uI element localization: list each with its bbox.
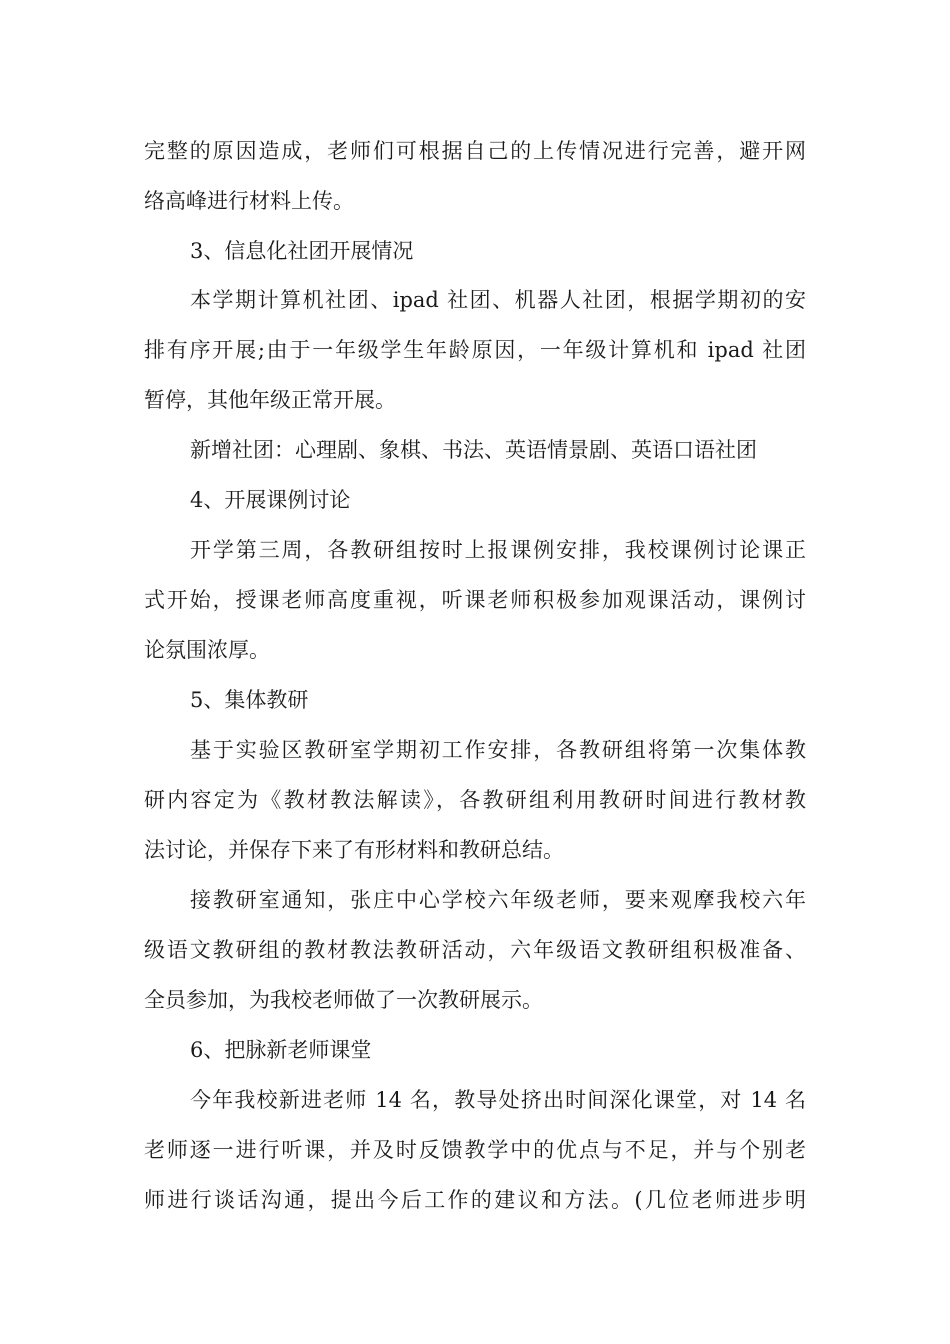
paragraph-line: 本学期计算机社团、ipad 社团、机器人社团，根据学期初的安 [190,288,806,312]
paragraph-line: 排有序开展;由于一年级学生年龄原因，一年级计算机和 ipad 社团 [144,338,806,362]
paragraph-line: 今年我校新进老师 14 名，教导处挤出时间深化课堂，对 14 名 [190,1088,806,1112]
section-heading: 4、开展课例讨论 [190,488,351,512]
paragraph-line: 开学第三周，各教研组按时上报课例安排，我校课例讨论课正 [190,538,806,562]
paragraph-line: 论氛围浓厚。 [144,638,270,662]
paragraph-line: 络高峰进行材料上传。 [144,189,354,213]
section-heading: 5、集体教研 [190,688,309,712]
paragraph-line: 研内容定为《教材教法解读》，各教研组利用教研时间进行教材教 [144,788,806,812]
paragraph-line: 法讨论，并保存下来了有形材料和教研总结。 [144,838,564,862]
paragraph-line: 新增社团：心理剧、象棋、书法、英语情景剧、英语口语社团 [190,438,757,462]
paragraph-line: 师进行谈话沟通，提出今后工作的建议和方法。(几位老师进步明 [144,1188,806,1212]
section-heading: 6、把脉新老师课堂 [190,1038,372,1062]
paragraph-line: 式开始，授课老师高度重视，听课老师积极参加观课活动，课例讨 [144,588,806,612]
section-heading: 3、信息化社团开展情况 [190,239,414,263]
paragraph-line: 接教研室通知，张庄中心学校六年级老师，要来观摩我校六年 [190,888,806,912]
paragraph-line: 基于实验区教研室学期初工作安排，各教研组将第一次集体教 [190,738,806,762]
paragraph-line: 全员参加，为我校老师做了一次教研展示。 [144,988,543,1012]
paragraph-line: 级语文教研组的教材教法教研活动，六年级语文教研组积极准备、 [144,938,806,962]
paragraph-line: 完整的原因造成，老师们可根据自己的上传情况进行完善，避开网 [144,139,806,163]
paragraph-line: 暂停，其他年级正常开展。 [144,388,396,412]
paragraph-line: 老师逐一进行听课，并及时反馈教学中的优点与不足，并与个别老 [144,1138,806,1162]
